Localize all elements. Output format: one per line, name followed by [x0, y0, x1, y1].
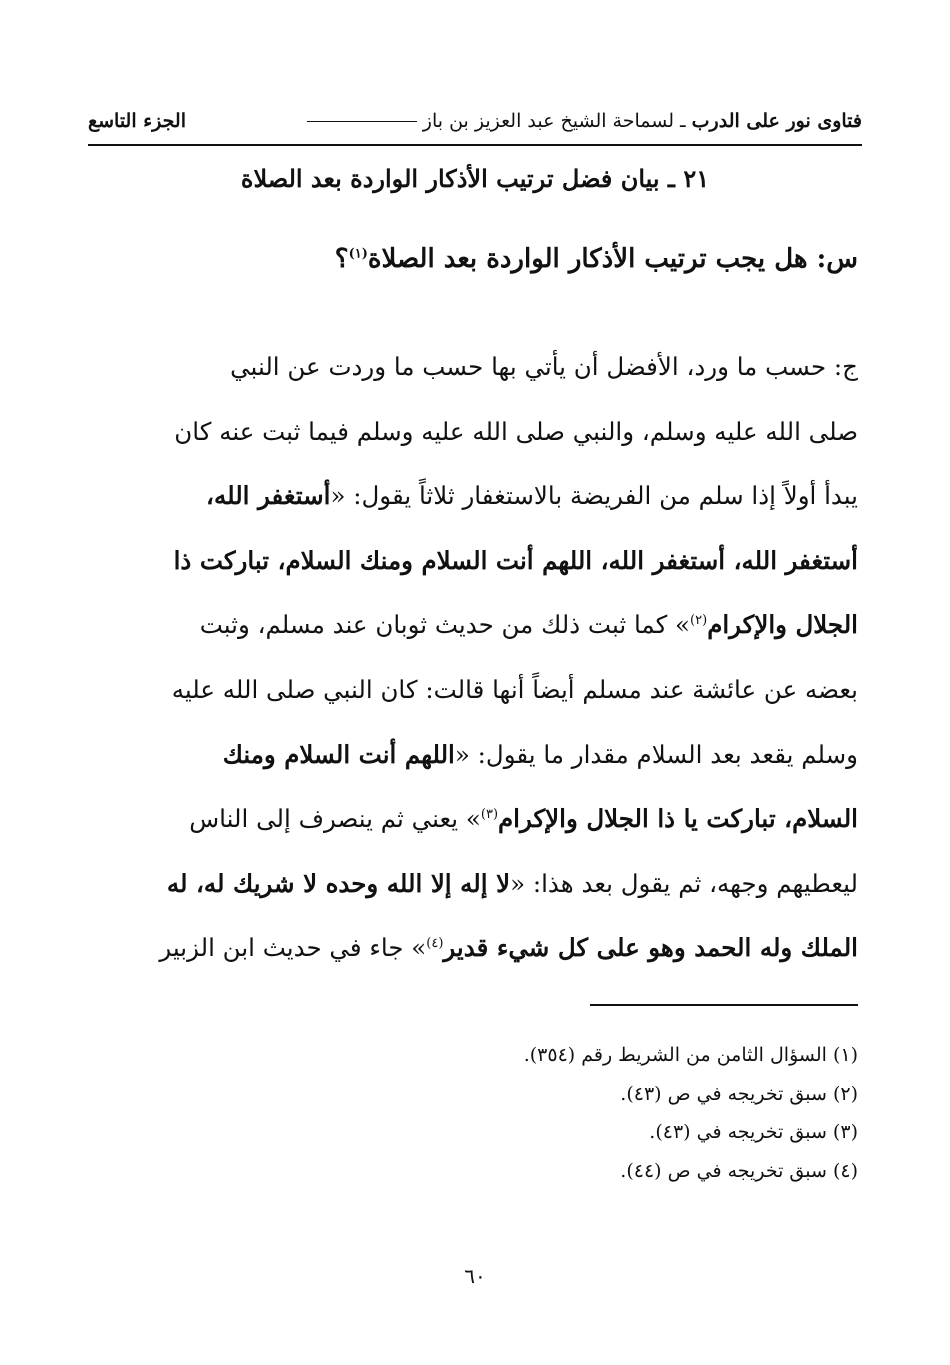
question: [88, 244, 858, 274]
header-separator-line: [307, 121, 417, 122]
answer-line: [88, 787, 858, 852]
footnote-3: (٣) سبق تخريجه في (٤٣).: [649, 1121, 858, 1143]
question-text: س: هل يجب ترتيب الأذكار الواردة بعد الصلاة: [367, 244, 858, 274]
hadith-quote: الملك وله الحمد وهو على كل شيء قدير: [443, 933, 858, 963]
footnote-1: (١) السؤال الثامن من الشريط رقم (٣٥٤).: [523, 1044, 858, 1066]
book-title: فتاوى نور على الدرب: [691, 110, 862, 132]
hadith-quote: الجلال والإكرام: [707, 610, 858, 640]
header-rule: [88, 144, 862, 146]
answer-line: [88, 723, 858, 788]
answer-line: [88, 335, 858, 400]
answer-line: [88, 400, 858, 465]
hadith-quote: اللهم أنت السلام ومنك: [222, 739, 455, 769]
footnotes: [88, 1036, 858, 1190]
answer-line: [88, 658, 858, 723]
question-mark: ؟: [334, 244, 349, 274]
question-footnote-ref[interactable]: (١): [348, 246, 368, 262]
answer-line: [88, 464, 858, 529]
hadith-quote: لا إله إلا الله وحده لا شريك له، له: [166, 868, 511, 898]
author-name: لسماحة الشيخ عبد العزيز بن باز: [422, 110, 674, 132]
footnote-4: (٤) سبق تخريجه في ص (٤٤).: [620, 1159, 858, 1182]
answer-text: وسلم يقعد بعد السلام مقدار ما يقول: «: [454, 739, 858, 769]
answer-text: » كما ثبت ذلك من حديث ثوبان عند مسلم، وثبت: [199, 610, 691, 640]
footnote-ref[interactable]: (٢): [690, 613, 708, 629]
hadith-quote: السلام، تباركت يا ذا الجلال والإكرام: [498, 804, 858, 834]
answer-line: [88, 916, 858, 981]
header-dash: ـ: [674, 110, 692, 132]
answer-text: يبدأ أولاً إذا سلم من الفريضة بالاستغفار ثلاثاً يقول: «: [330, 481, 858, 511]
footnote-ref[interactable]: (٣): [480, 807, 499, 822]
answer-line: [88, 852, 858, 917]
answer-text: ج: حسب ما ورد، الأفضل أن يأتي بها حسب ما وردت عن النبي: [230, 352, 858, 381]
hadith-quote: أستغفر الله،: [206, 481, 331, 511]
answer-text: بعضه عن عائشة عند مسلم أيضاً أنها قالت: كان النبي صلى الله عليه: [171, 674, 858, 704]
answer-line: [88, 593, 858, 658]
answer-text: صلى الله عليه وسلم، والنبي صلى الله عليه وسلم فيما ثبت عنه كان: [174, 416, 858, 446]
hadith-quote: أستغفر الله، أستغفر الله، اللهم أنت السلام ومنك السلام، تباركت ذا: [173, 545, 858, 575]
footnote-ref[interactable]: (٤): [426, 936, 444, 952]
header-title-group: [301, 110, 862, 132]
header-volume-group: [88, 110, 186, 132]
volume-label: الجزء التاسع: [88, 110, 186, 132]
footnote-separator: [590, 1004, 858, 1006]
answer-line: [88, 529, 858, 594]
footnote-2: (٢) سبق تخريجه في ص (٤٣).: [620, 1082, 858, 1105]
page-number: ٦٠: [464, 1264, 486, 1288]
answer-text: ليعطيهم وجهه، ثم يقول بعد هذا: «: [510, 868, 858, 898]
answer-text: » يعني ثم ينصرف إلى الناس: [189, 804, 481, 834]
answer-text: » جاء في حديث ابن الزبير: [159, 933, 427, 963]
chapter-title: ٢١ ـ بيان فضل ترتيب الأذكار الواردة بعد الصلاة: [240, 164, 710, 193]
answer-body: [88, 335, 858, 981]
running-header: [88, 104, 862, 138]
